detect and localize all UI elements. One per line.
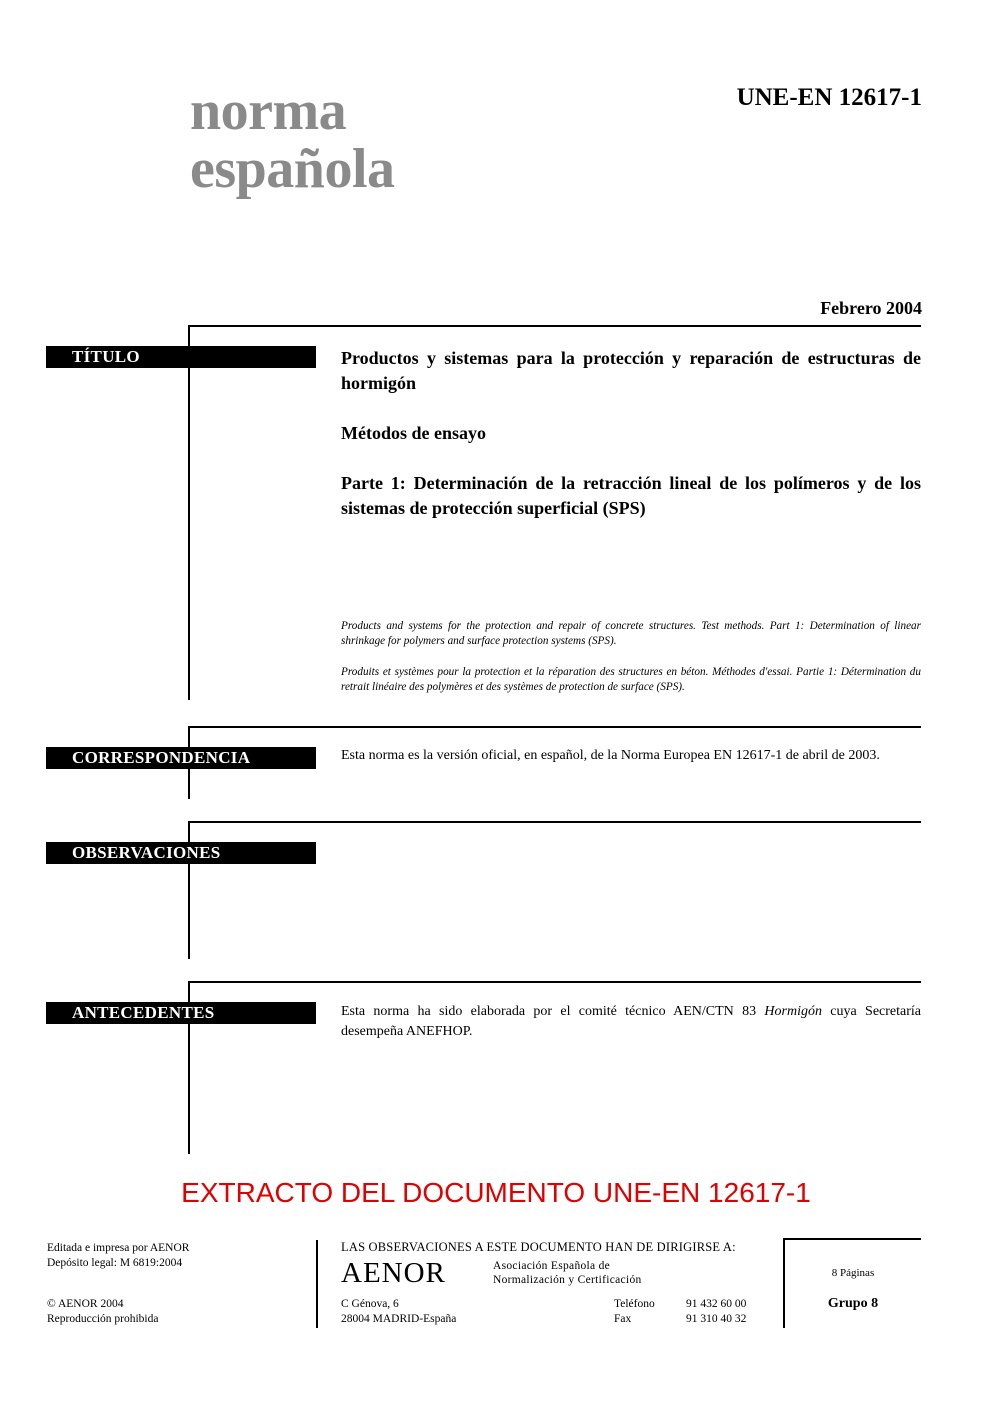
section-label-antecedentes: ANTECEDENTES <box>46 1002 316 1024</box>
aenor-name-line-1: Asociación Española de <box>493 1260 611 1272</box>
section-label-observaciones: OBSERVACIONES <box>46 842 316 864</box>
main-title: Productos y sistemas para la protección y reparación de estructuras de hormigón <box>341 348 921 393</box>
reproduction-notice: Reproducción prohibida <box>47 1313 159 1325</box>
french-title: Produits et systèmes pour la protection et la réparation des structures en béton. Méthodes d'essai. Partie 1: Détermination du retrait linéaire des polymères et des systèmes de protection de surface (SPS). <box>341 666 921 693</box>
title-block <box>341 346 921 521</box>
divider-antecedentes <box>188 981 921 983</box>
address-line-1: C Génova, 6 <box>341 1298 399 1310</box>
footer-box-top <box>783 1238 921 1240</box>
aenor-full-name <box>493 1259 642 1287</box>
extract-watermark: EXTRACTO DEL DOCUMENTO UNE-EN 12617-1 <box>181 1177 811 1208</box>
correspondencia-text: Esta norma es la versión oficial, en español, de la Norma Europea EN 12617-1 de abril de 2003. <box>341 748 880 763</box>
part-title: Parte 1: Determinación de la retracción lineal de los polímeros y de los sistemas de protección superficial (SPS) <box>341 473 921 518</box>
fax-label: Fax <box>614 1313 632 1325</box>
section-label-correspondencia: CORRESPONDENCIA <box>46 747 316 769</box>
contact-labels <box>614 1297 655 1327</box>
antecedentes-text <box>341 1002 921 1042</box>
antecedentes-text-after: cuya Secretaría desempeña ANEFHOP. <box>341 1004 921 1039</box>
contact-values <box>686 1297 746 1327</box>
antecedentes-text-italic: Hormigón <box>764 1004 822 1019</box>
edited-by: Editada e impresa por AENOR <box>47 1242 190 1254</box>
footer-box-left <box>783 1238 785 1328</box>
brand-line-1: norma <box>190 80 347 142</box>
english-title: Products and systems for the protection and repair of concrete structures. Test methods. Part 1: Determination of linear shrinkage for polymers and surface protection systems (SPS). <box>341 620 921 647</box>
aenor-name-line-2: Normalización y Certificación <box>493 1274 642 1286</box>
divider-correspondencia <box>188 726 921 728</box>
footer-divider-left <box>316 1240 318 1328</box>
antecedentes-text-before: Esta norma ha sido elaborada por el comité técnico AEN/CTN 83 <box>341 1004 765 1019</box>
page-count: 8 Páginas <box>831 1267 875 1279</box>
copyright: © AENOR 2004 <box>47 1298 124 1310</box>
aenor-logo: AENOR <box>341 1257 446 1289</box>
divider-observaciones <box>188 821 921 823</box>
brand-title <box>190 82 395 198</box>
phone-value: 91 432 60 00 <box>686 1298 747 1310</box>
address-line-2: 28004 MADRID-España <box>341 1313 457 1325</box>
aenor-address <box>341 1297 456 1327</box>
section-label-titulo: TÍTULO <box>46 346 316 368</box>
footer-copyright <box>47 1297 158 1327</box>
footer-edition <box>47 1241 189 1271</box>
legal-deposit: Depósito legal: M 6819:2004 <box>47 1257 183 1269</box>
price-group: Grupo 8 <box>827 1296 879 1311</box>
observations-notice: LAS OBSERVACIONES A ESTE DOCUMENTO HAN DE DIRIGIRSE A: <box>341 1240 736 1254</box>
divider-titulo <box>188 325 921 327</box>
phone-label: Teléfono <box>614 1298 655 1310</box>
subtitle: Métodos de ensayo <box>341 423 486 443</box>
standard-code: UNE-EN 12617-1 <box>736 84 922 111</box>
vrule-titulo <box>188 325 190 700</box>
brand-line-2: española <box>190 138 395 200</box>
publication-date: Febrero 2004 <box>820 298 922 318</box>
fax-value: 91 310 40 32 <box>686 1313 747 1325</box>
